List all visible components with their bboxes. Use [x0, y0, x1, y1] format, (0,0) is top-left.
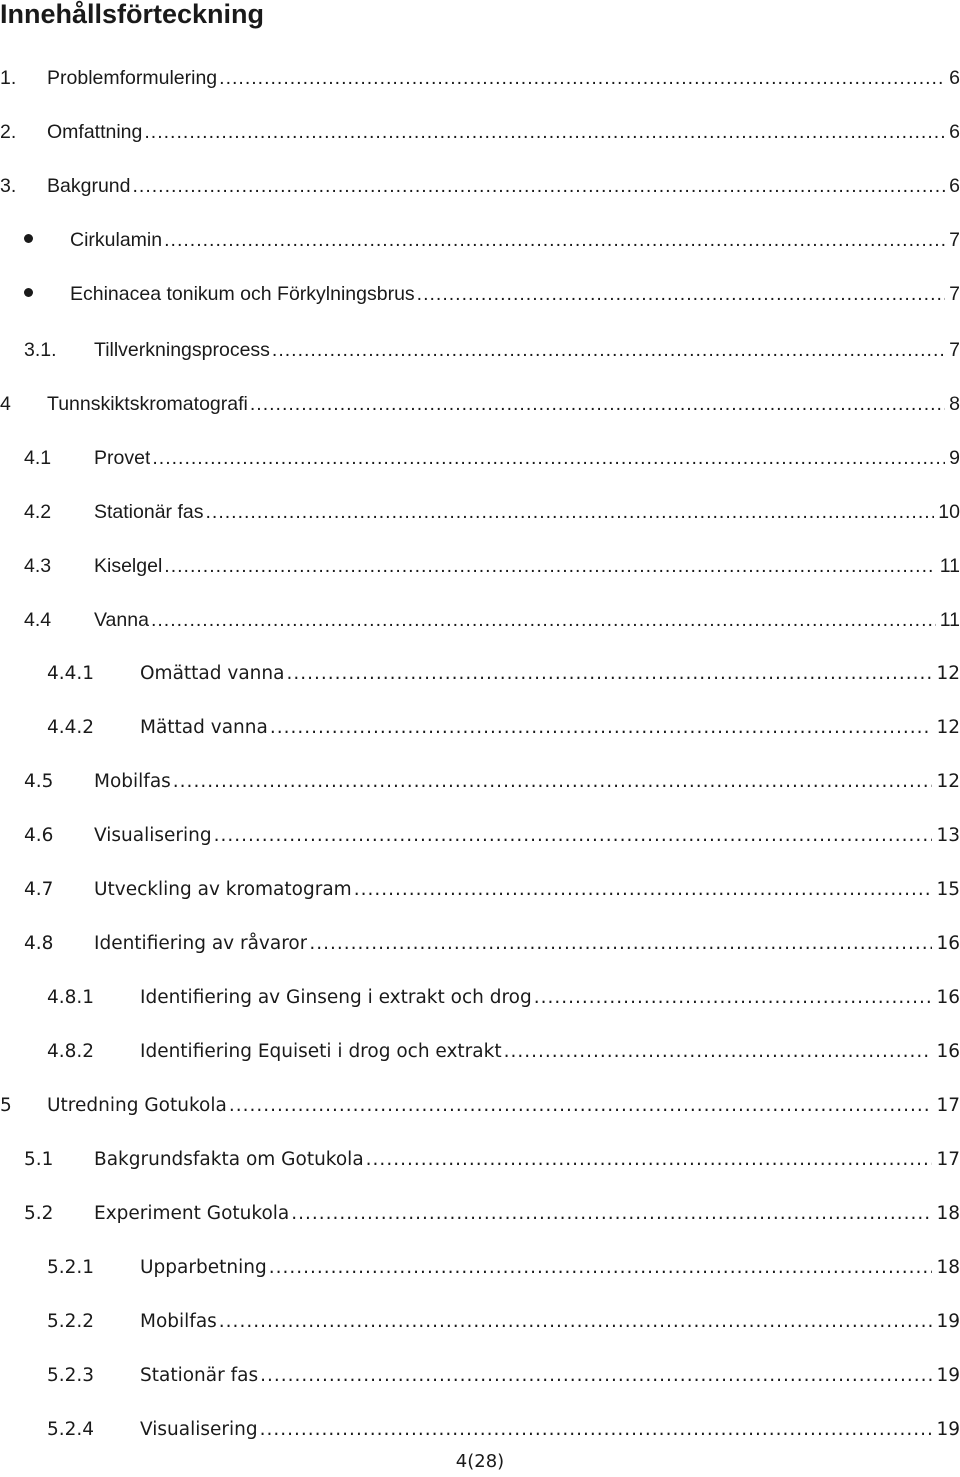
- toc-entry[interactable]: [0, 444, 960, 472]
- toc-dot-leader: [152, 444, 945, 472]
- toc-dot-leader: [219, 64, 945, 92]
- toc-entry-title: Provet: [94, 447, 151, 469]
- toc-entry[interactable]: [0, 1146, 960, 1174]
- toc-entry-page: 18: [936, 1203, 960, 1224]
- toc-entry[interactable]: [0, 280, 960, 308]
- toc-entry-title: Vanna: [94, 609, 149, 631]
- toc-entry-number: 4.8.2: [47, 1041, 95, 1062]
- toc-entry-number: 5.1: [24, 1149, 54, 1170]
- toc-dot-leader: [309, 930, 932, 958]
- toc-entry-title: Utredning Gotukola: [47, 1095, 227, 1116]
- toc-dot-leader: [214, 822, 933, 850]
- toc-entry-number: 5.2: [24, 1203, 54, 1224]
- toc-entry[interactable]: [0, 876, 960, 904]
- toc-dot-leader: [250, 390, 945, 418]
- bullet-dot-icon: [24, 234, 33, 243]
- toc-entry-page: 18: [936, 1257, 960, 1278]
- toc-entry-title: Kiselgel: [94, 555, 163, 577]
- toc-entry-number: 4.8.1: [47, 987, 95, 1008]
- toc-entry-page: 13: [936, 825, 960, 846]
- toc-dot-leader: [291, 1200, 932, 1228]
- toc-entry-number: 4.2: [24, 501, 52, 523]
- toc-entry[interactable]: [0, 822, 960, 850]
- toc-dot-leader: [151, 606, 936, 634]
- toc-entry-number: 5.2.4: [47, 1419, 95, 1440]
- toc-entry-number: 4.6: [24, 825, 54, 846]
- toc-entry-page: 6: [949, 121, 960, 143]
- toc-dot-leader: [260, 1416, 933, 1444]
- page-title: Innehållsförteckning: [0, 0, 265, 29]
- toc-entry-title: Omfattning: [47, 121, 143, 143]
- toc-dot-leader: [144, 118, 945, 146]
- toc-entry-page: 19: [936, 1419, 960, 1440]
- toc-entry-page: 16: [936, 987, 960, 1008]
- toc-dot-leader: [366, 1146, 933, 1174]
- toc-entry-number: 4: [0, 393, 11, 415]
- toc-dot-leader: [173, 768, 933, 796]
- toc-entry-title: Bakgrundsfakta om Gotukola: [94, 1149, 364, 1170]
- toc-entry-title: Tillverkningsprocess: [94, 339, 270, 361]
- toc-dot-leader: [219, 1308, 933, 1336]
- toc-entry-title: Omättad vanna: [140, 663, 285, 684]
- toc-entry-title: Bakgrund: [47, 175, 131, 197]
- toc-entry-page: 9: [949, 447, 960, 469]
- toc-entry-title: Mobilfas: [94, 771, 171, 792]
- toc-entry-page: 17: [936, 1149, 960, 1170]
- toc-entry[interactable]: [0, 606, 960, 634]
- toc-entry-number: 3.1.: [24, 339, 57, 361]
- toc-entry-page: 12: [936, 663, 960, 684]
- toc-entry[interactable]: [0, 118, 960, 146]
- toc-entry[interactable]: [0, 64, 960, 92]
- toc-dot-leader: [229, 1092, 933, 1120]
- toc-dot-leader: [504, 1038, 933, 1066]
- toc-dot-leader: [534, 984, 933, 1012]
- toc-entry-number: 4.5: [24, 771, 54, 792]
- toc-entry[interactable]: [0, 930, 960, 958]
- bullet-icon: [24, 226, 70, 254]
- toc-entry-page: 17: [936, 1095, 960, 1116]
- toc-entry-number: 2.: [0, 121, 17, 143]
- toc-entry[interactable]: [0, 172, 960, 200]
- toc-entry[interactable]: [0, 1038, 960, 1066]
- toc-entry-page: 7: [949, 229, 960, 251]
- toc-dot-leader: [132, 172, 945, 200]
- toc-entry-page: 12: [936, 717, 960, 738]
- toc-entry-title: Stationär fas: [140, 1365, 259, 1386]
- toc-entry[interactable]: [0, 390, 960, 418]
- toc-entry-number: 5.2.2: [47, 1311, 95, 1332]
- toc-entry-title: Echinacea tonikum och Förkylningsbrus: [70, 283, 415, 305]
- toc-entry-title: Cirkulamin: [70, 229, 163, 251]
- toc-entry-number: 4.4: [24, 609, 52, 631]
- toc-dot-leader: [164, 552, 935, 580]
- toc-entry[interactable]: [0, 714, 960, 742]
- toc-entry-title: Mobilfas: [140, 1311, 217, 1332]
- toc-entry-page: 7: [949, 283, 960, 305]
- page-number: 4(28): [455, 1451, 505, 1472]
- toc-entry-number: 4.4.2: [47, 717, 95, 738]
- toc-entry-page: 15: [936, 879, 960, 900]
- toc-entry[interactable]: [0, 1200, 960, 1228]
- toc-entry-title: Experiment Gotukola: [94, 1203, 290, 1224]
- toc-entry-page: 11: [939, 555, 960, 577]
- toc-dot-leader: [272, 336, 945, 364]
- toc-entry[interactable]: [0, 660, 960, 688]
- toc-entry-title: Tunnskiktskromatografi: [47, 393, 248, 415]
- toc-entry-number: 4.4.1: [47, 663, 95, 684]
- toc-entry[interactable]: [0, 1362, 960, 1390]
- toc-dot-leader: [354, 876, 933, 904]
- toc-dot-leader: [286, 660, 932, 688]
- toc-entry-title: Visualisering: [140, 1419, 258, 1440]
- toc-dot-leader: [269, 1254, 933, 1282]
- toc-entry-title: Identifiering av råvaror: [94, 933, 308, 954]
- toc-entry-page: 19: [936, 1365, 960, 1386]
- toc-entry-title: Upparbetning: [140, 1257, 267, 1278]
- toc-entry-page: 8: [949, 393, 960, 415]
- toc-entry-number: 5: [0, 1095, 12, 1116]
- toc-dot-leader: [417, 280, 945, 308]
- bullet-icon: [24, 280, 70, 308]
- toc-entry-title: Mättad vanna: [140, 717, 268, 738]
- toc-entry[interactable]: [0, 768, 960, 796]
- toc-entry-title: Utveckling av kromatogram: [94, 879, 352, 900]
- toc-entry[interactable]: [0, 1416, 960, 1444]
- toc-dot-leader: [205, 498, 934, 526]
- toc-entry-number: 3.: [0, 175, 17, 197]
- toc-dot-leader: [260, 1362, 932, 1390]
- toc-entry[interactable]: [0, 336, 960, 364]
- toc-entry[interactable]: [0, 498, 960, 526]
- toc-entry-number: 5.2.3: [47, 1365, 95, 1386]
- toc-entry-page: 16: [936, 1041, 960, 1062]
- toc-entry[interactable]: [0, 1092, 960, 1120]
- toc-entry-page: 12: [936, 771, 960, 792]
- toc-entry[interactable]: [0, 552, 960, 580]
- toc-entry-title: Visualisering: [94, 825, 212, 846]
- toc-entry[interactable]: [0, 1254, 960, 1282]
- toc-entry-page: 10: [938, 501, 960, 523]
- toc-entry[interactable]: [0, 984, 960, 1012]
- toc-entry-number: 1.: [0, 67, 17, 89]
- toc-entry-page: 11: [939, 609, 960, 631]
- toc-entry-page: 7: [949, 339, 960, 361]
- toc-entry-number: 4.8: [24, 933, 54, 954]
- toc-entry-title: Problemformulering: [47, 67, 218, 89]
- toc-entry-page: 16: [936, 933, 960, 954]
- bullet-dot-icon: [24, 288, 33, 297]
- toc-entry[interactable]: [0, 226, 960, 254]
- toc-entry-page: 6: [949, 67, 960, 89]
- toc-dot-leader: [164, 226, 945, 254]
- toc-entry-number: 4.1: [24, 447, 52, 469]
- toc-entry-page: 6: [949, 175, 960, 197]
- toc-dot-leader: [270, 714, 933, 742]
- toc-entry-number: 4.7: [24, 879, 54, 900]
- toc-entry[interactable]: [0, 1308, 960, 1336]
- toc-entry-number: 5.2.1: [47, 1257, 95, 1278]
- toc-entry-number: 4.3: [24, 555, 52, 577]
- toc-entry-title: Stationär fas: [94, 501, 204, 523]
- toc-entry-title: Identifiering Equiseti i drog och extrakt: [140, 1041, 502, 1062]
- toc-entry-page: 19: [936, 1311, 960, 1332]
- toc-entry-title: Identifiering av Ginseng i extrakt och drog: [140, 987, 532, 1008]
